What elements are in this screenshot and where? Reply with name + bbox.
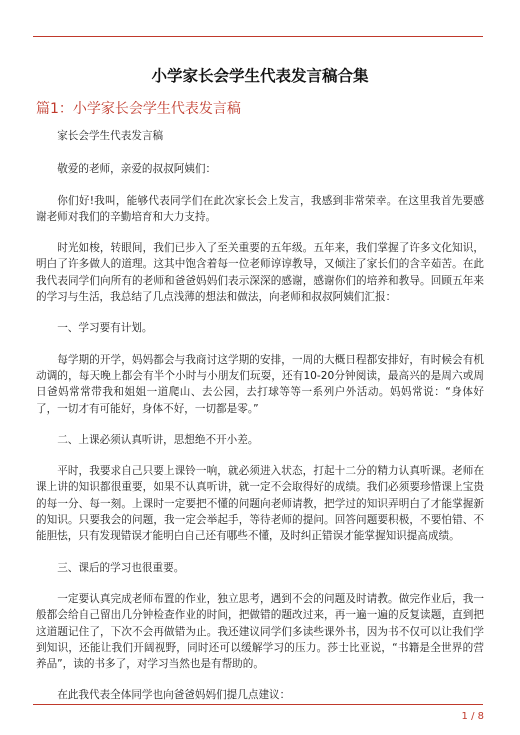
paragraph: 敬爱的老师，亲爱的叔叔阿姨们： [57, 163, 217, 176]
document-body [36, 128, 484, 719]
paragraph: 二、上课必须认真听讲，思想绝不开小差。 [57, 433, 259, 446]
paragraph: 三、课后的学习也很重要。 [57, 561, 185, 574]
paragraph: 时光如梭，转眼间，我们已步入了至关重要的五年级。五年来，我们掌握了许多文化知识，明白了许多做人的道理。这其中饱含着每一位老师谆谆教导，又倾注了家长们的含辛茹苦。在此我代表同学们向所有的老师和爸爸妈妈们表示深深的感谢，感谢你们的培养和教导。回顾五年来的学习与生活，我总结了几点浅薄的想法和做法，向老师和叔叔阿姨们汇报： [36, 242, 484, 304]
page-number: 1 / 8 [461, 711, 484, 722]
paragraph: 平时，我要求自己只要上课铃一响，就必须进入状态，打起十二分的精力认真听课。老师在课上讲的知识都很重要，如果不认真听讲，就一定不会取得好的成绩。我们必须要珍惜课上宝贵的每一分、每一刻。上课时一定要把不懂的问题向老师请教，把学过的知识弄明白了才能掌握新的知识。只要我会的问题，我一定会举起手，等待老师的提问。回答问题要积极，不要怕错、不能胆怯，只有发现错误才能明白自己还有哪些不懂，及时纠正错误才能掌握知识提高成绩。 [36, 465, 484, 543]
header-rule [33, 36, 483, 37]
paragraph: 一定要认真完成老师布置的作业，独立思考，遇到不会的问题及时请教。做完作业后，我一般都会给自己留出几分钟检查作业的时间，把做错的题改过来，再一遍一遍的反复读题，直到把这道题记住了，下次不会再做错为止。我还建议同学们多读些课外书，因为书不仅可以让我们学到知识，还能让我们开阔视野，同时还可以缓解学习的压力。莎士比亚说，“书籍是全世界的营养品”，读的书多了，对学习当然也是有帮助的。 [36, 592, 484, 671]
paragraph: 你们好!我叫，能够代表同学们在此次家长会上发言，我感到非常荣幸。在这里我首先要感谢老师对我们的辛勤培育和大力支持。 [36, 194, 484, 223]
section-title: 篇1：小学家长会学生代表发言稿 [36, 101, 241, 117]
document-title: 小学家长会学生代表发言稿合集 [151, 67, 369, 85]
paragraph: 一、学习要有计划。 [57, 322, 153, 335]
paragraph: 家长会学生代表发言稿 [57, 130, 164, 142]
footer-rule [33, 704, 483, 705]
paragraph: 在此我代表全体同学也向爸爸妈妈们提几点建议： [57, 689, 291, 702]
paragraph: 每学期的开学，妈妈都会与我商讨这学期的安排，一周的大概日程都安排好，有时候会有机动调的，每天晚上都会有半个小时与小朋友们玩耍，还有10-20分钟阅读，最高兴的是周六或周日爸妈常常带我和姐姐一道爬山、去公园，去打球等等一系列户外活动。妈妈常说：“身体好了，一切才有可能好，身体不好，一切都是零。” [36, 353, 484, 415]
